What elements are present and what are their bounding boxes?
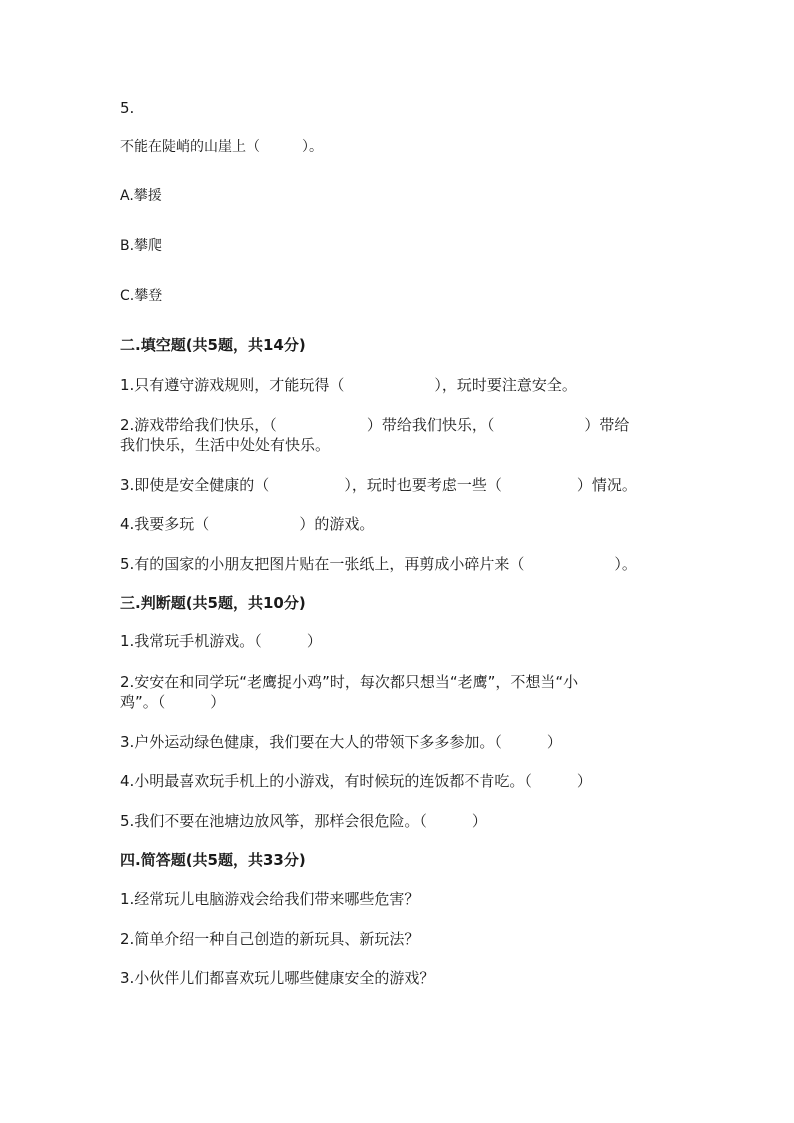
question-number: 5. (120, 99, 135, 117)
short-item-3: 3.小伙伴儿们都喜欢玩儿哪些健康安全的游戏？ (120, 969, 435, 987)
judge-item-2-line1: 2.安安在和同学玩“老鹰捉小鸡”时，每次都只想当“老鹰”，不想当“小 (120, 673, 579, 691)
fill-item-3: 3.即使是安全健康的（ ），玩时也要考虑一些（ ）情况。 (120, 476, 637, 494)
judge-item-2-line2: 鸡”。（ ） (120, 693, 226, 711)
fill-item-5: 5.有的国家的小朋友把图片贴在一张纸上，再剪成小碎片来（ ）。 (120, 555, 637, 573)
option-b: B.攀爬 (120, 238, 163, 254)
fill-item-1: 1.只有遵守游戏规则，才能玩得（ ），玩时要注意安全。 (120, 376, 577, 394)
question-stem: 不能在陡峭的山崖上（ ）。 (120, 139, 323, 155)
option-a: A.攀援 (120, 188, 162, 204)
section-heading-fill-in: 二.填空题(共5题，共14分) (120, 336, 306, 354)
fill-item-2-line1: 2.游戏带给我们快乐，（ ）带给我们快乐，（ ）带给 (120, 416, 630, 434)
judge-item-1: 1.我常玩手机游戏。（ ） (120, 632, 322, 650)
judge-item-3: 3.户外运动绿色健康，我们要在大人的带领下多多参加。（ ） (120, 733, 562, 751)
judge-item-4: 4.小明最喜欢玩手机上的小游戏，有时候玩的连饭都不肯吃。（ ） (120, 772, 592, 790)
short-item-2: 2.简单介绍一种自己创造的新玩具、新玩法？ (120, 930, 420, 948)
section-heading-judgment: 三.判断题(共5题，共10分) (120, 594, 306, 612)
fill-item-2-line2: 我们快乐，生活中处处有快乐。 (120, 436, 331, 454)
section-heading-short-answer: 四.简答题(共5题，共33分) (120, 851, 306, 869)
judge-item-5: 5.我们不要在池塘边放风筝，那样会很危险。（ ） (120, 812, 487, 830)
short-item-1: 1.经常玩儿电脑游戏会给我们带来哪些危害？ (120, 890, 420, 908)
fill-item-4: 4.我要多玩（ ）的游戏。 (120, 515, 375, 533)
option-c: C.攀登 (120, 288, 163, 304)
